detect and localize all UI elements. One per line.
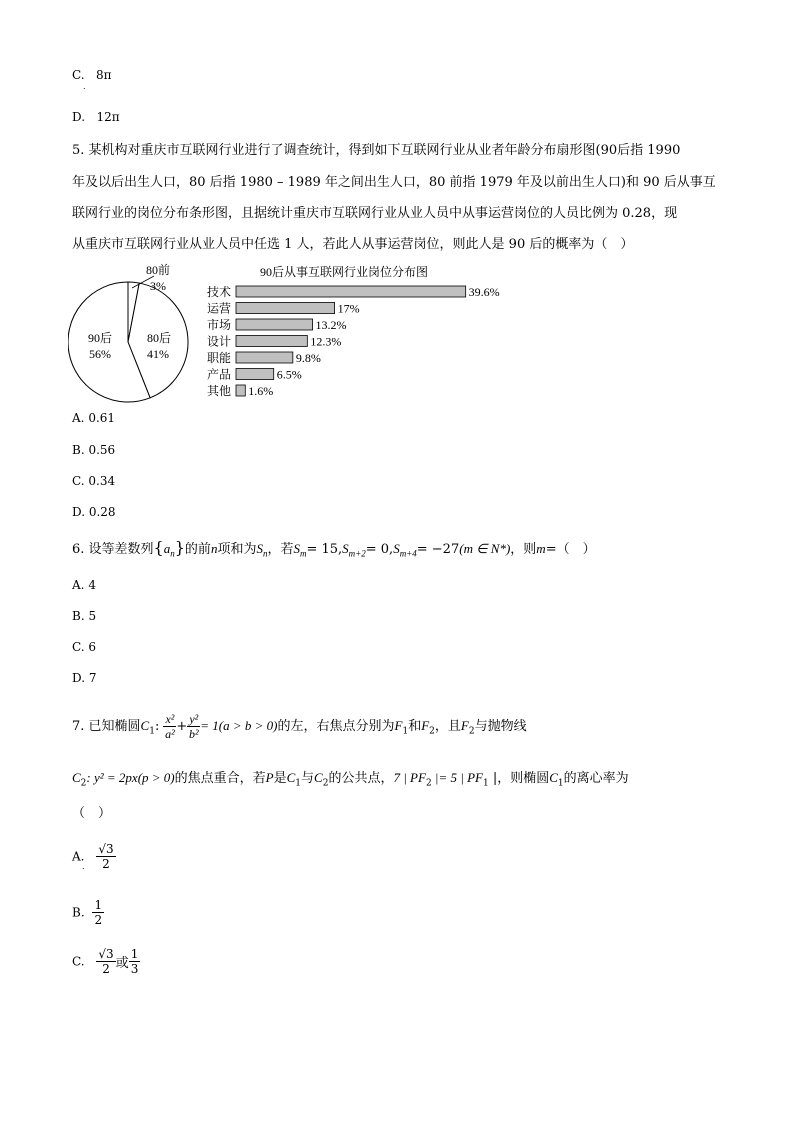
bar-category-label: 运营 xyxy=(207,301,232,316)
pie-label-80before: 80前 xyxy=(146,263,171,277)
q6-option-d: D. 7 xyxy=(72,671,97,685)
bar-value-label: 9.8% xyxy=(295,351,321,365)
q7-line-2: $C_2$: y² = 2px(p > 0)的焦点重合，若P是$C_1$与$C_2$的公共点，7 | $PF_2$ |= 5 | $PF_1$ |，则椭圆$C_1$的离心率为 xyxy=(72,770,629,789)
option-dot: . xyxy=(83,82,86,91)
bar-category-label: 设计 xyxy=(207,334,232,349)
position-bar-chart xyxy=(200,264,520,404)
option-dot: . xyxy=(82,862,85,871)
q6-option-a: A. 4 xyxy=(72,578,96,592)
pie-value-80after: 41% xyxy=(147,347,169,361)
bar-value-label: 39.6% xyxy=(468,285,500,299)
bar-value-label: 17% xyxy=(337,301,360,316)
q5-option-d: D. 0.28 xyxy=(72,505,116,519)
q5-line-1: 5. 某机构对重庆市互联网行业进行了调查统计，得到如下互联网行业从业者年龄分布扇形图(90后指 1990 xyxy=(72,143,681,158)
bar-category-label: 职能 xyxy=(207,351,232,365)
bar-category-label: 技术 xyxy=(207,285,232,299)
bar-chart-title: 90后从事互联网行业岗位分布图 xyxy=(260,265,429,279)
q5-option-a: A. 0.61 xyxy=(72,411,116,425)
q7-option-b: B. $\frac{1}{2}$ xyxy=(72,898,103,927)
q5-line-2: 年及以后出生人口，80 后指 1980 – 1989 年之间出生人口，80 前指 1979 年及以前出生人口)和 90 后从事互 xyxy=(72,175,716,190)
bar-rect xyxy=(236,319,313,330)
option-c-prev: C. 8π xyxy=(72,68,112,82)
bar-rect xyxy=(236,369,274,380)
q5-line-3: 联网行业的岗位分布条形图，且据统计重庆市互联网行业从业人员中从事运营岗位的人员比例为 0.28，现 xyxy=(72,206,678,221)
pie-value-80before: 3% xyxy=(150,279,166,293)
q7-option-c: C. $\frac{√3}{2}$ 或 $\frac{1}{3}$ xyxy=(72,947,139,976)
bar-value-label: 12.3% xyxy=(310,334,342,349)
bar-rows xyxy=(207,284,500,398)
bar-rect xyxy=(236,336,307,347)
q5-option-b: B. 0.56 xyxy=(72,443,116,457)
bar-rect xyxy=(236,385,245,396)
pie-label-90after: 90后 xyxy=(88,331,113,345)
q5-option-c: C. 0.34 xyxy=(72,474,116,488)
q6-option-b: B. 5 xyxy=(72,609,97,623)
q7-line-3: （ ） xyxy=(72,806,112,821)
q7-line-1: 7. 已知椭圆$C_1$: $\frac{\text{x²}}{\text{a²}}$ + $\frac{\text{y²}}{\text{b²}}$ = 1(a > b > 0)的左，右焦点分别为$F_1$和$F_2$，且$F_2$与抛物线 xyxy=(72,712,527,741)
pie-label-80after: 80后 xyxy=(147,331,172,345)
age-pie-chart xyxy=(68,258,208,408)
bar-category-label: 产品 xyxy=(207,367,232,382)
q7-option-a: A. $\frac{√3}{2}$ xyxy=(72,842,114,871)
bar-category-label: 市场 xyxy=(207,318,232,332)
bar-rect xyxy=(236,286,466,297)
pie-value-90after: 56% xyxy=(89,347,111,361)
bar-value-label: 6.5% xyxy=(276,367,302,382)
bar-value-label: 1.6% xyxy=(248,384,274,398)
bar-rect xyxy=(236,352,293,363)
q6-stem: 6. 设等差数列$\{a_n\}$的前n项和为$S_n$，若$S_m= 15,S_{m+2}= 0,S_{m+4}= -27(m$ ∈ N*)，则m=（ ） xyxy=(72,538,596,559)
q6-option-c: C. 6 xyxy=(72,640,97,654)
bar-value-label: 13.2% xyxy=(315,318,347,332)
q7-frac-y: $\frac{\text{y²}}{\text{b²}}$ xyxy=(188,712,199,741)
q7-frac-x: $\frac{\text{x²}}{\text{a²}}$ xyxy=(165,712,175,741)
bar-category-label: 其他 xyxy=(207,384,232,398)
bar-rect xyxy=(236,303,335,314)
q5-line-4: 从重庆市互联网行业从业人员中任选 1 人，若此人从事运营岗位，则此人是 90 后的概率为（ ） xyxy=(72,237,634,252)
option-d-prev: D. 12π xyxy=(72,110,120,124)
